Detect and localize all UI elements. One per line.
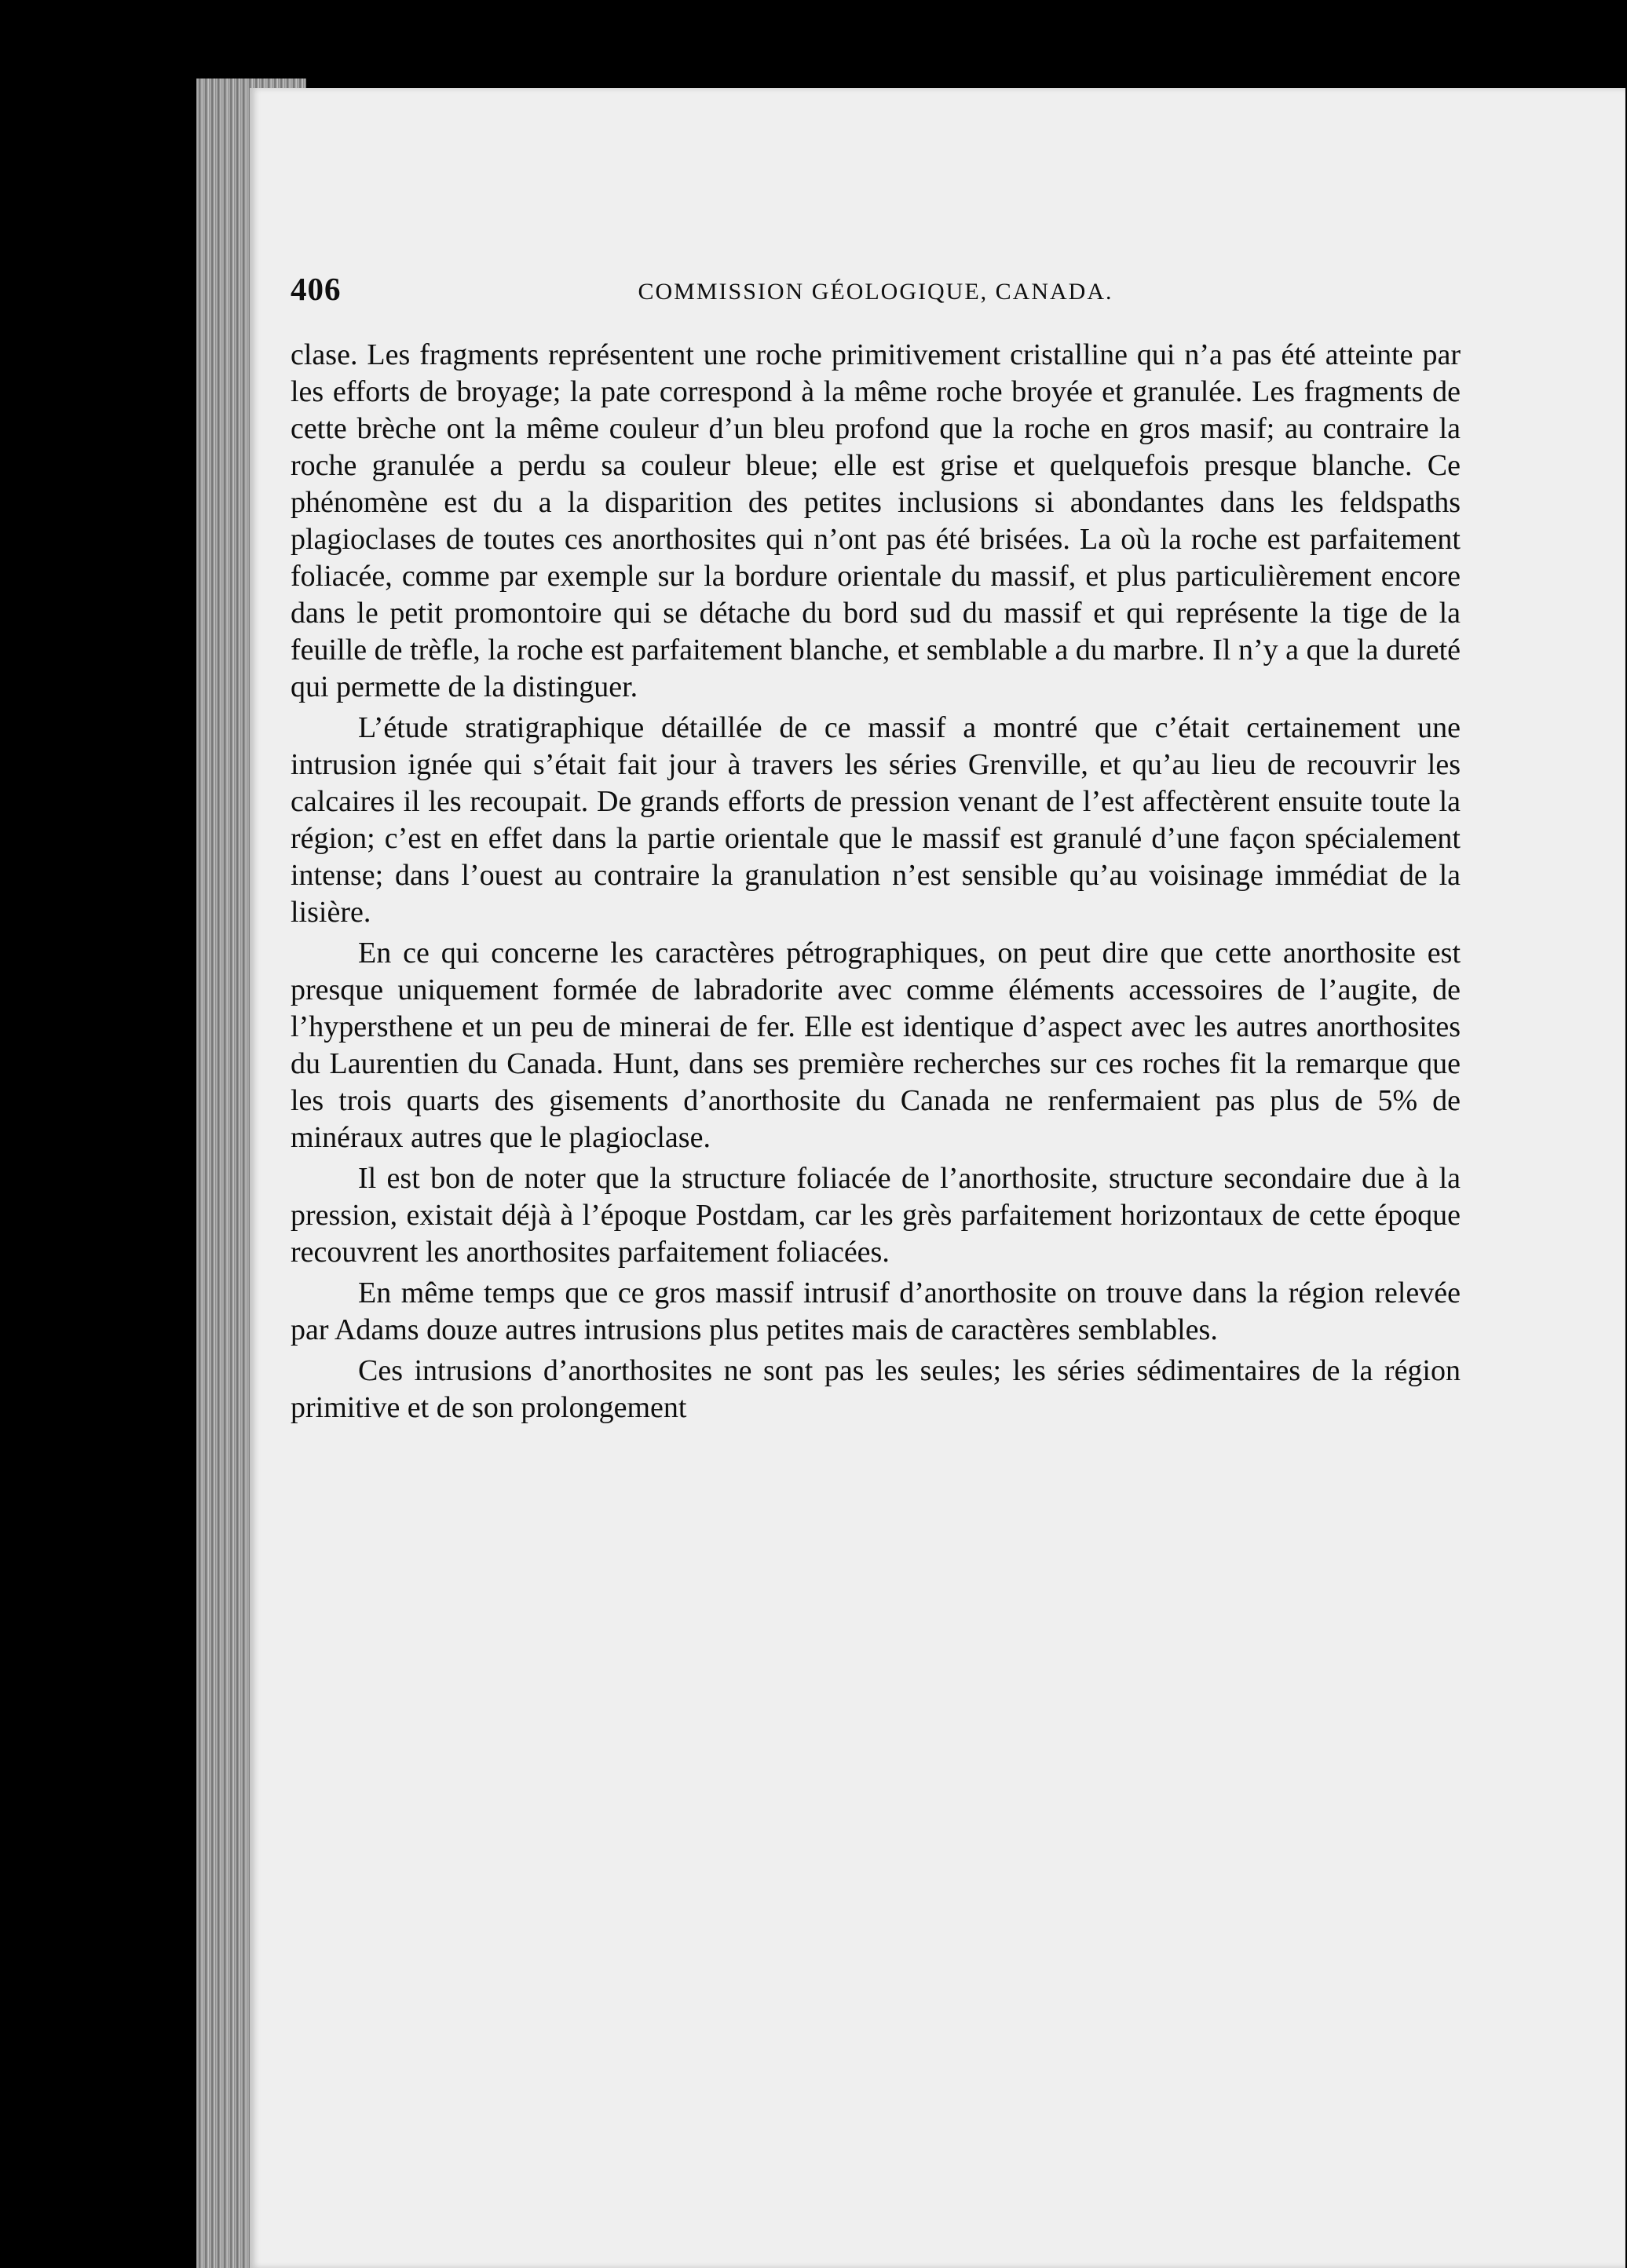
paragraph-intrusions: En même temps que ce gros massif intrusif d’anorthosite on trouve dans la région relevée par Adams douze autres intrusions plus petites mais de caractères semblables. — [291, 1276, 1461, 1346]
page-body — [291, 337, 1461, 1426]
paragraph-continuation: clase. Les fragments représentent une roche primitivement cristalline qui n’a pas été atteinte par les efforts de broyage; la pate correspond à la même roche broyée et granulée. Les fragments de cette brèche ont la même couleur d’un bleu profond que la roche en gros masif; au contraire la roche granulée a perdu sa couleur bleue; elle est grise et quelquefois presque blanche. Ce phénomène est du a la disparition des petites inclusions si abondantes dans les feldspaths plagioclases de toutes ces anorthosites qui n’ont pas été brisées. La où la roche est parfaitement foliacée, comme par exemple sur la bordure orientale du massif, et plus particulièrement encore dans le petit promontoire qui se détache du bord sud du massif et qui représente la tige de la feuille de trèfle, la roche est parfaitement blanche, et semblable a du marbre. Il n’y a que la dureté qui permette de la distinguer. — [291, 338, 1461, 703]
running-head — [291, 271, 1461, 310]
paragraph-petrography: En ce qui concerne les caractères pétrographiques, on peut dire que cette anorthosite est presque uniquement formée de labradorite avec comme éléments accessoires de l’augite, de l’hypersthene et un peu de minerai de fer. Elle est identique d’aspect avec les autres anorthosites du Laurentien du Canada. Hunt, dans ses première recherches sur ces roches fit la remarque que les trois quarts des gisements d’anorthosite du Canada ne renfermaient pas plus de 5% de minéraux autres que le plagioclase. — [291, 937, 1461, 1154]
paragraph-foliation: Il est bon de noter que la structure foliacée de l’anorthosite, structure secondaire due à la pression, existait déjà à l’époque Postdam, car les grès parfaitement horizontaux de cette époque recouvrent les anorthosites parfaitement foliacées. — [291, 1162, 1461, 1269]
page-number: 406 — [291, 271, 342, 307]
paragraph-sedimentary-series: Ces intrusions d’anorthosites ne sont pas les seules; les séries sédimentaires de la région primitive et de son prolongement — [291, 1354, 1461, 1424]
paragraph-stratigraphy: L’étude stratigraphique détaillée de ce massif a montré que c’était certainement une intrusion ignée qui s’était fait jour à travers les séries Grenville, et qu’au lieu de recouvrir les calcaires il les recoupait. De grands efforts de pression venant de l’est affectèrent ensuite toute la région; c’est en effet dans la partie orientale que le massif est granulé d’une façon spécialement intense; dans l’ouest au contraire la granulation n’est sensible qu’au voisinage immédiat de la lisière. — [291, 711, 1461, 929]
running-head-title: COMMISSION GÉOLOGIQUE, CANADA. — [638, 279, 1113, 305]
